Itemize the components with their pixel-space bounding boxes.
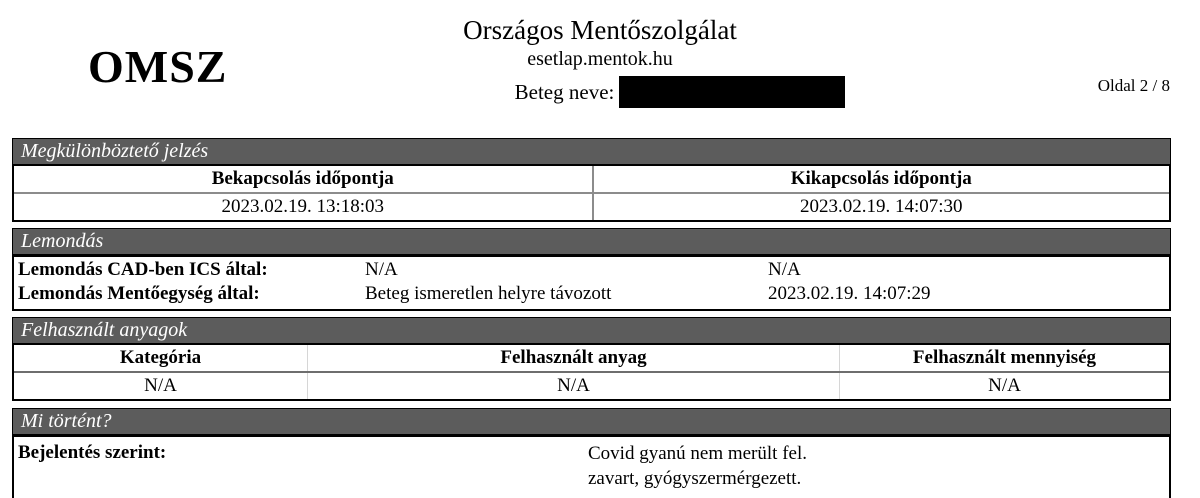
column-header-off-time: Kikapcsolás időpontja [592, 166, 1170, 192]
cancellation-cad-value: N/A [365, 259, 398, 280]
report-text-line: zavart, gyógyszermérgezett. [588, 468, 802, 489]
column-header-material: Felhasznált anyag [307, 345, 839, 371]
patient-name-line [80, 75, 1200, 109]
cancellation-row-cad [14, 258, 1169, 282]
table-header-row [14, 345, 1169, 371]
document-content [12, 138, 1171, 498]
section-title-distinctive-signal: Megkülönböztető jelzés [12, 138, 1171, 165]
material-value: N/A [307, 373, 839, 399]
quantity-value: N/A [839, 373, 1169, 399]
omsz-logo: OMSZ [88, 41, 228, 92]
column-header-on-time: Bekapcsolás időpontja [211, 168, 394, 189]
section-title-what-happened: Mi történt? [12, 408, 1171, 435]
cancellation-cad-label: Lemondás CAD-ben ICS által: [18, 259, 268, 280]
site-url: esetlap.mentok.hu [527, 48, 673, 70]
report-according-label: Bejelentés szerint: [18, 442, 167, 463]
materials-table [12, 344, 1171, 401]
cancellation-unit-timestamp: 2023.02.19. 14:07:29 [768, 283, 931, 304]
column-header-category: Kategória [119, 347, 202, 368]
patient-name-label: Beteg neve: [514, 79, 615, 104]
header-center [0, 14, 1200, 109]
category-value: N/A [144, 375, 177, 396]
on-time-value: 2023.02.19. 13:18:03 [221, 196, 385, 217]
table-header-row [14, 166, 1169, 192]
distinctive-signal-table [12, 165, 1171, 222]
cancellation-row-unit [14, 282, 1169, 306]
table-value-row [14, 192, 1169, 220]
patient-name-redaction [619, 76, 845, 108]
table-value-row [14, 371, 1169, 399]
section-title-cancellation: Lemondás [12, 228, 1171, 255]
cancellation-unit-label: Lemondás Mentőegység által: [18, 283, 260, 304]
page-header [0, 0, 1200, 138]
page-number: Oldal 2 / 8 [1097, 76, 1170, 95]
organization-name: Országos Mentőszolgálat [463, 15, 737, 45]
cancellation-cad-timestamp: N/A [768, 259, 801, 280]
column-header-quantity: Felhasznált mennyiség [839, 345, 1169, 371]
report-text [588, 441, 1169, 498]
what-happened-box [12, 435, 1171, 498]
report-text-line: Covid gyanú nem merült fel. [588, 443, 807, 464]
cancellation-box [12, 255, 1171, 311]
section-title-materials: Felhasznált anyagok [12, 317, 1171, 344]
off-time-value: 2023.02.19. 14:07:30 [592, 194, 1170, 220]
cancellation-unit-value: Beteg ismeretlen helyre távozott [365, 283, 612, 304]
